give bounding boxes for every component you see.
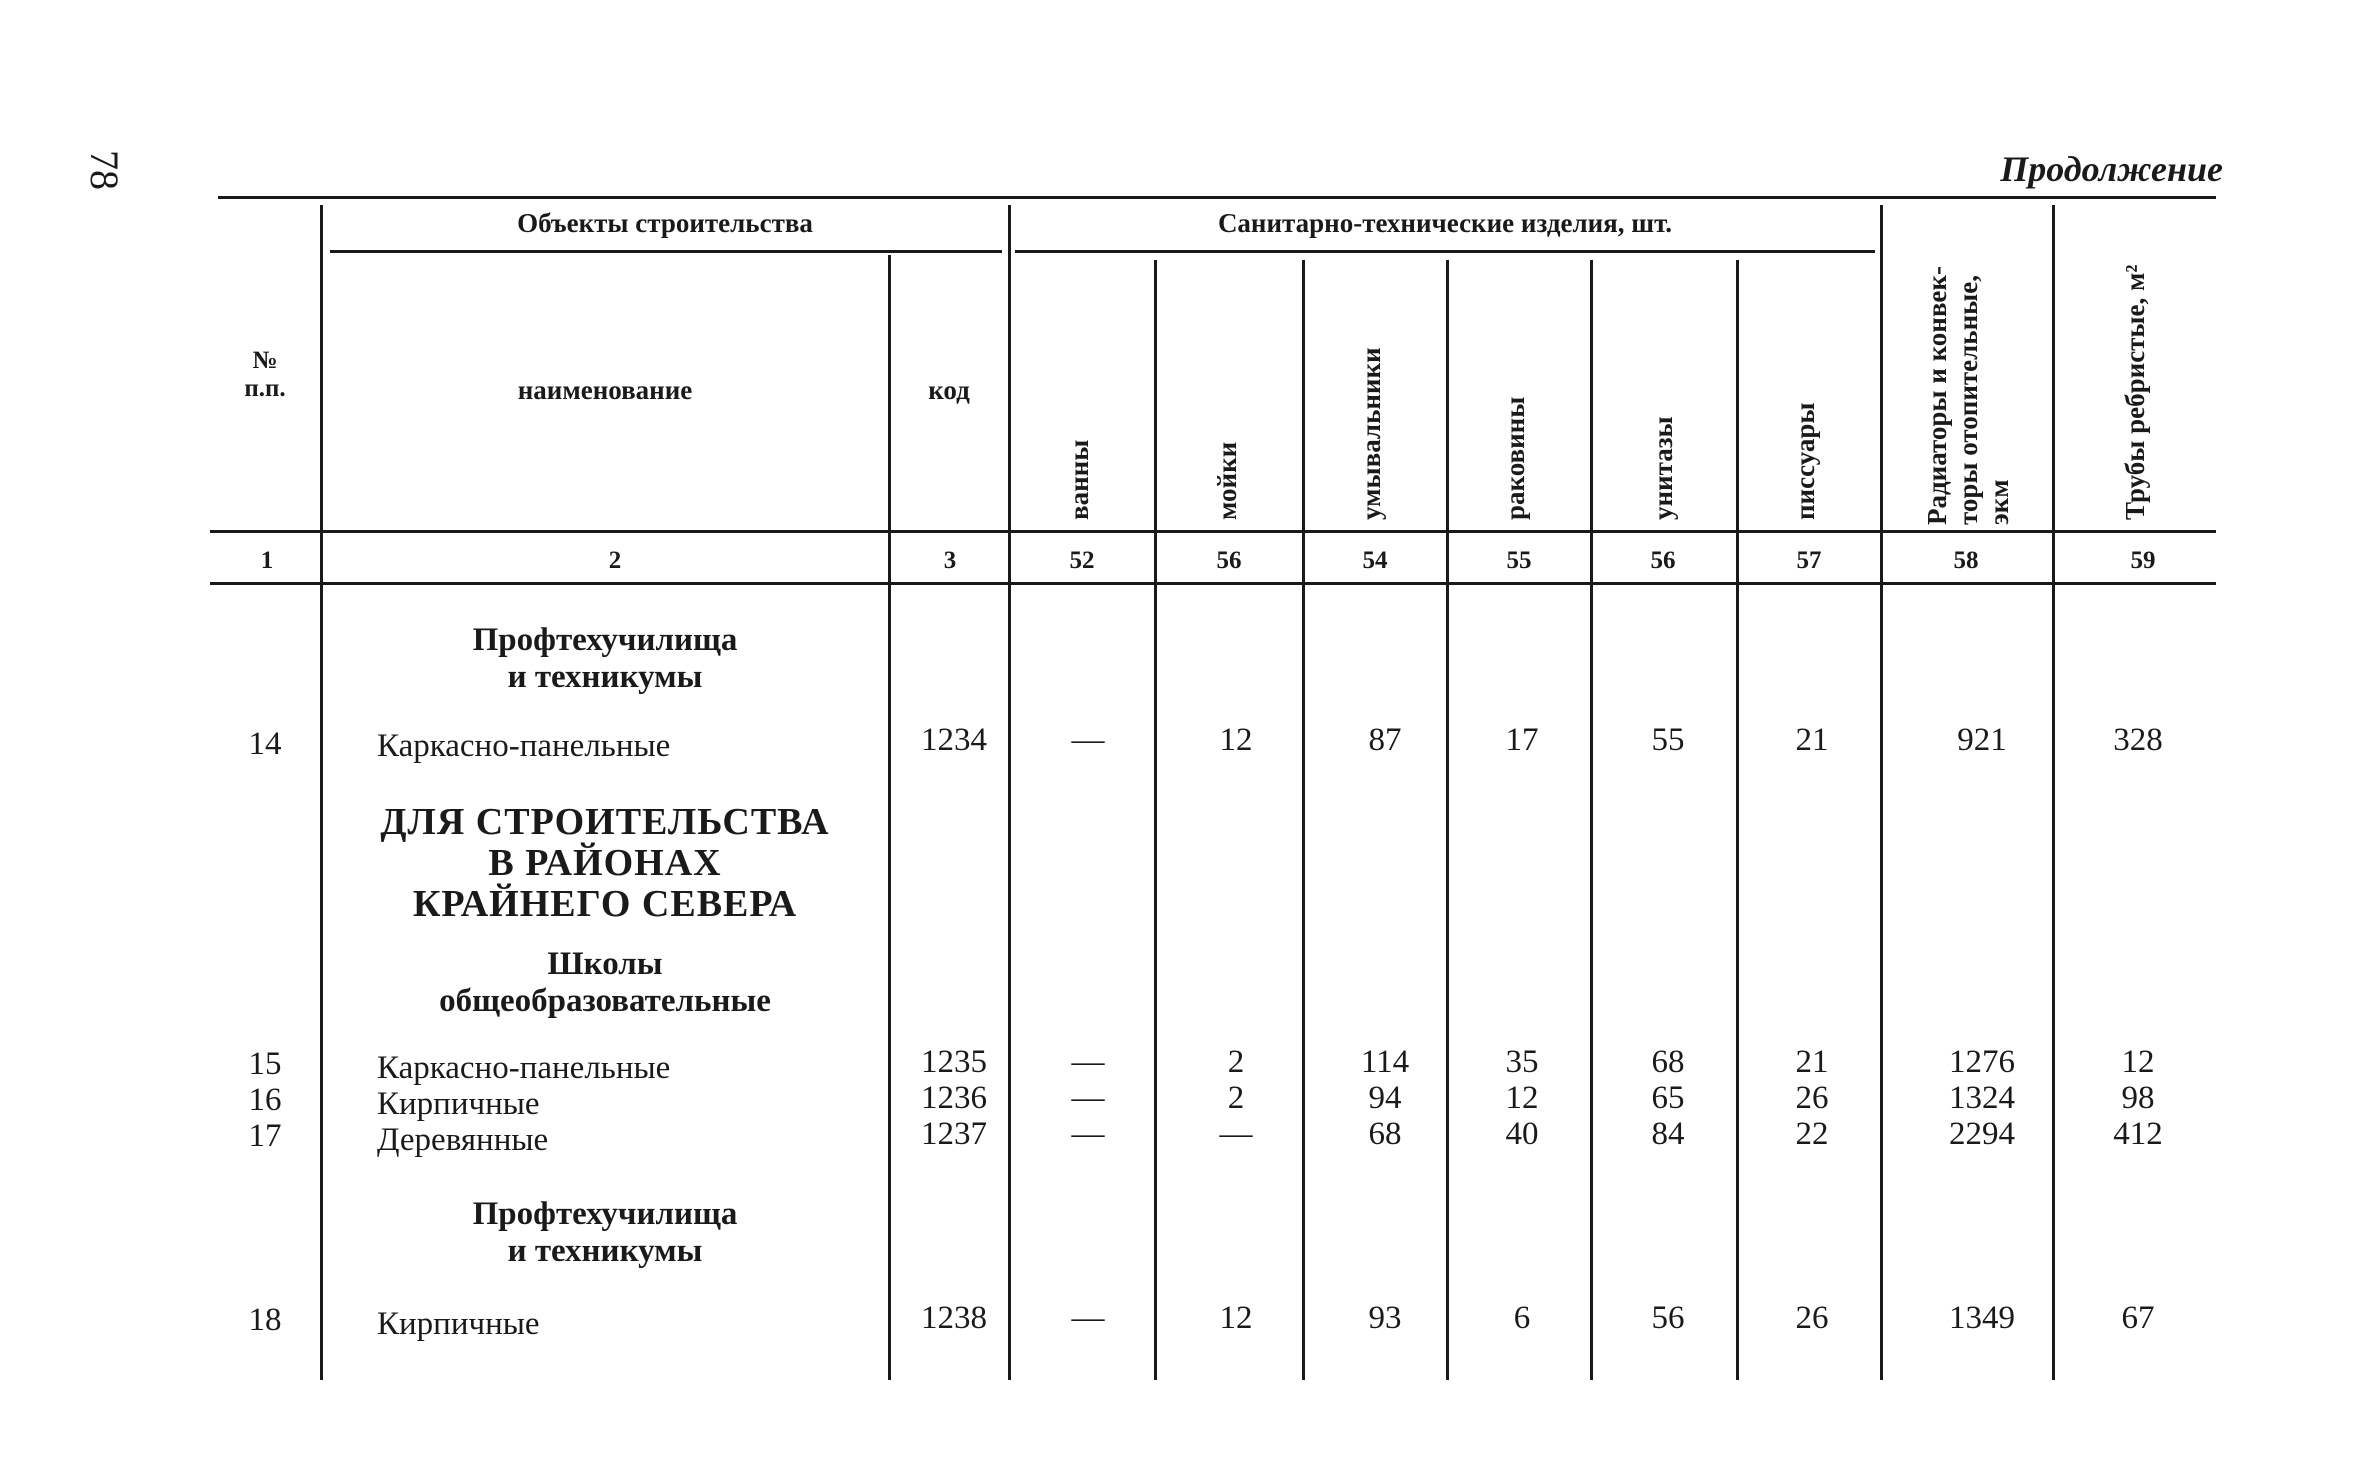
colnum: 1 <box>260 547 274 574</box>
cell-washbasins: 114 <box>1360 1044 1410 1080</box>
cell-washbasins: 93 <box>1368 1300 1402 1336</box>
code-col-header: код <box>928 374 970 405</box>
row-code: 1236 <box>921 1080 987 1116</box>
cell-pipes: 98 <box>2121 1080 2155 1116</box>
cell-urinals: 26 <box>1795 1300 1829 1336</box>
colnum: 52 <box>1069 547 1095 574</box>
col-divider <box>1590 260 1593 1380</box>
cell-radiators: 1324 <box>1949 1080 2015 1116</box>
cell-sinks: 2 <box>1227 1080 1245 1116</box>
cell-sinks: 2 <box>1227 1044 1245 1080</box>
cell-washbasins: 94 <box>1368 1080 1402 1116</box>
cell-washbasins: 68 <box>1368 1116 1402 1152</box>
cell-radiators: 1349 <box>1949 1300 2015 1336</box>
row-number: 14 <box>248 726 282 762</box>
row-name: Каркасно-панельные <box>377 728 671 764</box>
colnum: 58 <box>1953 547 1979 574</box>
sanitary-group-rule <box>1015 250 1875 253</box>
colnum: 59 <box>2130 547 2156 574</box>
num-header: № п.п. <box>244 347 286 402</box>
cell-toilets: 68 <box>1651 1044 1685 1080</box>
continuation-label: Продолжение <box>2000 149 2223 189</box>
sanitary-group-header: Санитарно-технические изделия, шт. <box>1217 207 1673 238</box>
cell-pipes: 67 <box>2121 1300 2155 1336</box>
cell-urinals: 22 <box>1795 1116 1829 1152</box>
col-divider <box>1302 260 1305 1380</box>
cell-toilets: 55 <box>1651 722 1685 758</box>
cell-sinks: 12 <box>1219 722 1253 758</box>
colnum: 55 <box>1506 547 1532 574</box>
cell-sinks: — <box>1219 1116 1253 1152</box>
cell-basins: 12 <box>1505 1080 1539 1116</box>
cell-baths: — <box>1071 722 1105 758</box>
cell-pipes: 412 <box>2113 1116 2163 1152</box>
row-name: Деревянные <box>377 1122 549 1158</box>
row-number: 18 <box>248 1302 282 1338</box>
objects-group-rule <box>330 250 1002 253</box>
objects-group-header: Объекты строительства <box>517 207 813 238</box>
row-code: 1238 <box>921 1300 987 1336</box>
col-divider <box>888 255 891 1380</box>
colnum: 3 <box>943 547 957 574</box>
col-divider <box>2052 205 2055 1380</box>
cell-baths: — <box>1071 1116 1105 1152</box>
name-col-header: наименование <box>517 374 693 405</box>
colnum: 54 <box>1362 547 1388 574</box>
row-number: 15 <box>248 1046 282 1082</box>
cell-urinals: 26 <box>1795 1080 1829 1116</box>
cell-urinals: 21 <box>1795 1044 1829 1080</box>
colnum: 2 <box>608 547 622 574</box>
cell-basins: 17 <box>1505 722 1539 758</box>
cell-toilets: 84 <box>1651 1116 1685 1152</box>
cell-basins: 35 <box>1505 1044 1539 1080</box>
col-divider <box>1446 260 1449 1380</box>
col-divider <box>1736 260 1739 1380</box>
row-name: Кирпичные <box>377 1306 540 1342</box>
cell-toilets: 65 <box>1651 1080 1685 1116</box>
cell-urinals: 21 <box>1795 722 1829 758</box>
row-code: 1234 <box>921 722 987 758</box>
colnum: 56 <box>1650 547 1676 574</box>
cell-baths: — <box>1071 1300 1105 1336</box>
table-top-rule <box>218 196 2216 199</box>
section-heading: Школы общеобразовательные <box>439 946 771 1019</box>
page-number: 78 <box>82 150 127 190</box>
colnum: 57 <box>1796 547 1822 574</box>
section-heading: Профтехучилища и техникумы <box>472 622 738 695</box>
cell-basins: 40 <box>1505 1116 1539 1152</box>
urinals-header: писсуары <box>1790 402 1820 520</box>
cell-radiators: 2294 <box>1949 1116 2015 1152</box>
fin-pipes-header: Трубы ребристые, м² <box>2120 264 2150 520</box>
col-divider <box>1880 205 1883 1380</box>
colnum-bottom-rule <box>210 582 2216 585</box>
section-heading-north: ДЛЯ СТРОИТЕЛЬСТВА В РАЙОНАХ КРАЙНЕГО СЕВЕРА <box>380 801 830 926</box>
cell-baths: — <box>1071 1080 1105 1116</box>
cell-washbasins: 87 <box>1368 722 1402 758</box>
basins-header: раковины <box>1500 396 1530 520</box>
cell-pipes: 328 <box>2113 722 2163 758</box>
row-number: 17 <box>248 1118 282 1154</box>
col-divider <box>1154 260 1157 1380</box>
cell-baths: — <box>1071 1044 1105 1080</box>
cell-basins: 6 <box>1513 1300 1531 1336</box>
col-divider <box>1008 205 1011 1380</box>
cell-toilets: 56 <box>1651 1300 1685 1336</box>
toilets-header: унитазы <box>1648 416 1678 520</box>
cell-radiators: 921 <box>1957 722 2007 758</box>
colnum: 56 <box>1216 547 1242 574</box>
section-heading: Профтехучилища и техникумы <box>472 1196 738 1269</box>
row-number: 16 <box>248 1082 282 1118</box>
row-name: Кирпичные <box>377 1086 540 1122</box>
row-code: 1235 <box>921 1044 987 1080</box>
radiators-header: Радиаторы и конвек- торы отопительные, экм <box>1922 266 2015 525</box>
col-divider <box>320 205 323 1380</box>
header-bottom-rule <box>210 530 2216 533</box>
row-name: Каркасно-панельные <box>377 1050 671 1086</box>
row-code: 1237 <box>921 1116 987 1152</box>
cell-pipes: 12 <box>2121 1044 2155 1080</box>
baths-header: ванны <box>1064 439 1094 520</box>
sinks-header: мойки <box>1212 441 1242 520</box>
cell-sinks: 12 <box>1219 1300 1253 1336</box>
washbasins-header: умывальники <box>1356 347 1386 520</box>
cell-radiators: 1276 <box>1949 1044 2015 1080</box>
